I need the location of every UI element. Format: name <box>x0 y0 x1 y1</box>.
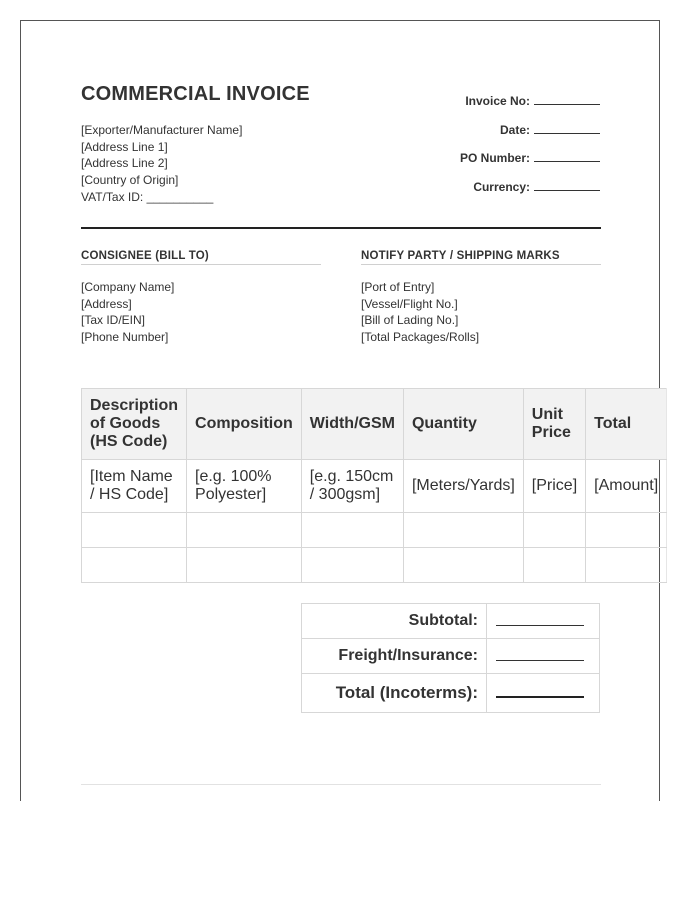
cell-description[interactable]: [Item Name / HS Code] <box>82 460 187 513</box>
col-header-quantity: Quantity <box>403 389 523 460</box>
cell-quantity[interactable] <box>403 548 523 583</box>
consignee-address: [Address] <box>81 296 132 311</box>
cell-description[interactable] <box>82 548 187 583</box>
grand-total-row <box>302 674 600 713</box>
cell-total[interactable]: [Amount] <box>586 460 667 513</box>
cell-width-gsm[interactable] <box>301 513 403 548</box>
cell-width-gsm[interactable] <box>301 548 403 583</box>
cell-unit-price[interactable] <box>523 548 585 583</box>
exporter-block <box>81 122 242 206</box>
subtotal-field[interactable] <box>487 604 600 639</box>
po-number-label: PO Number: <box>459 151 530 166</box>
exporter-address-line-2: [Address Line 2] <box>81 156 168 171</box>
date-label: Date: <box>499 122 530 137</box>
goods-table-header <box>82 389 667 460</box>
table-row <box>82 513 667 548</box>
exporter-vat-id: VAT/Tax ID: __________ <box>81 189 214 204</box>
col-header-composition: Composition <box>187 389 302 460</box>
invoice-number-field[interactable] <box>534 93 600 105</box>
consignee-section <box>81 250 321 346</box>
consignee-details <box>81 279 321 346</box>
grand-total-label: Total (Incoterms): <box>302 674 487 713</box>
notify-party-heading: NOTIFY PARTY / SHIPPING MARKS <box>361 250 601 265</box>
port-of-entry: [Port of Entry] <box>361 280 435 294</box>
freight-blank <box>496 652 584 661</box>
consignee-tax-id: [Tax ID/EIN] <box>81 313 146 328</box>
consignee-heading: CONSIGNEE (BILL TO) <box>81 250 321 265</box>
freight-field[interactable] <box>487 639 600 674</box>
subtotal-label: Subtotal: <box>302 604 487 639</box>
cell-width-gsm[interactable]: [e.g. 150cm / 300gsm] <box>301 460 403 513</box>
goods-table <box>81 388 667 583</box>
invoice-number-row <box>340 93 600 122</box>
consignee-phone: [Phone Number] <box>81 330 169 345</box>
table-row <box>82 460 667 513</box>
table-row <box>82 548 667 583</box>
cell-composition[interactable]: [e.g. 100% Polyester] <box>187 460 302 513</box>
header-divider <box>81 227 601 229</box>
grand-total-field[interactable] <box>487 674 600 713</box>
cell-quantity[interactable] <box>403 513 523 548</box>
cell-unit-price[interactable] <box>523 513 585 548</box>
exporter-name: [Exporter/Manufacturer Name] <box>81 123 243 137</box>
currency-row <box>340 179 600 208</box>
cell-total[interactable] <box>586 548 667 583</box>
invoice-page <box>20 20 660 801</box>
total-packages: [Total Packages/Rolls] <box>361 330 480 345</box>
po-number-field[interactable] <box>534 150 600 162</box>
consignee-company-name: [Company Name] <box>81 280 175 294</box>
vessel-flight-no: [Vessel/Flight No.] <box>361 296 458 311</box>
subtotal-row <box>302 604 600 639</box>
currency-label: Currency: <box>473 180 530 195</box>
currency-field[interactable] <box>534 179 600 191</box>
grand-total-blank <box>496 688 584 698</box>
col-header-width-gsm: Width/GSM <box>301 389 403 460</box>
invoice-number-label: Invoice No: <box>465 94 530 108</box>
notify-party-details <box>361 279 601 346</box>
col-header-total: Total <box>586 389 667 460</box>
cell-composition[interactable] <box>187 513 302 548</box>
cell-composition[interactable] <box>187 548 302 583</box>
cell-description[interactable] <box>82 513 187 548</box>
cell-quantity[interactable]: [Meters/Yards] <box>403 460 523 513</box>
freight-label: Freight/Insurance: <box>302 639 487 674</box>
invoice-meta <box>340 93 600 208</box>
date-row <box>340 122 600 151</box>
cell-unit-price[interactable]: [Price] <box>523 460 585 513</box>
col-header-unit-price: Unit Price <box>523 389 585 460</box>
po-number-row <box>340 150 600 179</box>
invoice-title: COMMERCIAL INVOICE <box>81 83 310 105</box>
exporter-address-line-1: [Address Line 1] <box>81 139 168 154</box>
totals-table <box>301 603 600 713</box>
notify-party-section <box>361 250 601 346</box>
exporter-country: [Country of Origin] <box>81 173 179 188</box>
subtotal-blank <box>496 617 584 626</box>
cell-total[interactable] <box>586 513 667 548</box>
col-header-description: Description of Goods (HS Code) <box>82 389 187 460</box>
bill-of-lading-no: [Bill of Lading No.] <box>361 313 459 328</box>
footer-divider <box>81 784 601 785</box>
date-field[interactable] <box>534 122 600 134</box>
freight-row <box>302 639 600 674</box>
